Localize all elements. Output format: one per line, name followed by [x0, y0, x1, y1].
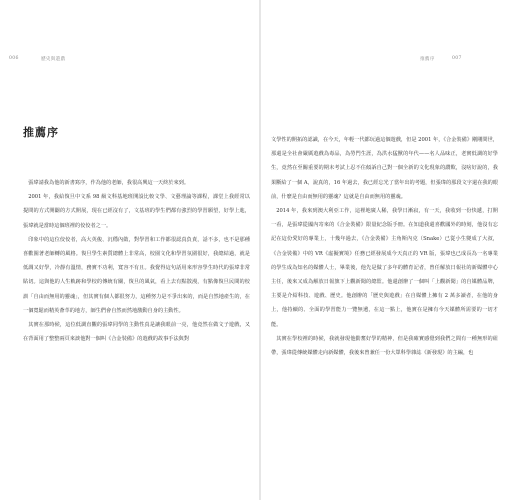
- right-page-number: 007: [452, 56, 462, 61]
- chapter-title: 推薦序: [23, 126, 59, 139]
- right-running-title: 推薦序: [420, 57, 435, 62]
- left-body-text: [23, 176, 250, 346]
- left-page-number: 006: [9, 56, 19, 61]
- paragraph: 張瑋請我為他的新書寫序，作為他的老師，我很高興這一天終於來到。: [28, 180, 190, 186]
- paragraph: 文學性的開拓的認識，在今天，年輕一代都玩過這個遊戲，但是 2001 年，《合金裝備》剛剛問世，那還是全社會嚴厲遊戲為毒品，為勞門生涯，為洪水猛獸的年代——名人品味正，老實低調的好學生，竟然在至關重要的期末考試上忍不住傾訴自己對一個全新的文化現象的讚歎，沒啥好說的，我果斷給了一個 A，說真的，16 年過去，我已經忘光了當年出的考題，但張瑋的那段文字還在我的眼前，什麼是自由而無用的靈魂？這就是自由而無用的靈魂。: [271, 137, 498, 200]
- paragraph: 其實在學校裡的時候，我就發現他勤奮好學的精神，但是我確實感覺到我們之間有一種無形的紐帶，張瑋從傳統媒體走向新媒體，我後來曾兼任一份大眾科學雜誌《新發現》的主編，也: [271, 335, 498, 357]
- paragraph: 2001 年，我給復旦中文系 98 級文科基地班開設比較文學、文藝理論等課程，課堂上我經常以提問的方式開闢的方式開展，現在已經沒有了，文基班的學生們都有強烈的學習願望，好學上進，張瑋就是當時這個班裡的佼佼者之一。: [23, 194, 250, 229]
- right-body-text: [271, 133, 498, 360]
- paragraph: 印象中的這位佼佼者，高大英俊、沉穩內斂，對學習和工作都很認真負責，話不多，也不是那種喜歡圍著老師轉的風格。復旦學生素質總體上非常高，校園文化和學習氛圍很好，我總結過，就是低調又好學，冷靜有溫情，務實不功利，寬容不有且。我覺得這句話用來形容學生時代的張瑋非常貼切。這與他的人生軌跡和學校的傳統有關，復旦的風氣，看上去有點散漫，有點像復旦民間的校訓「自由而無用的靈魂」，但其實有個人都很努力，這種努力是不爭出來的，而是自然地產生的，在一個寬鬆而精英薈萃的地方，師生們會自然而然地激動自身的主動性。: [23, 236, 250, 314]
- paragraph: 其實在那時候，這位低調直觀的張瑋同學的主動性真是讓我眼前一亮，他竟然在做文子遊戲，又在背面用了整整兩頁來談他對一個叫《合金裝備》的遊戲的故事手法與對: [23, 322, 250, 343]
- left-page: [0, 0, 259, 500]
- left-running-title: 歷史與遊戲: [41, 57, 66, 62]
- paragraph: 2014 年，我來到澳大利亞工作，這裡地廣人稀，我學日漸寂，有一天，我收到一份快遞，打開一看，是張瑋從國內寄來的《合金裝備》限量紀念版手冊。在知道我還喜歡國外的時刻，他沒有忘記在這份愛好的專業上，十幾年過去，《合金裝備》主角斯內克（Snake）已從小生變成了大叔，《合金裝備》中的 VR《虛擬實境》任務已經發展成今天真正的 VR 版，張瑋也已成長為一名專業的學生成為知名的媒體人士，畢業後，他先是做了多年的體育記者，曾任解放日報社的新媒體中心主任，後來又成為解放日報旗下上觀新聞的總監。他還創辦了一個叫「上觀新聞」的自媒體品牌，主要是介紹科技、遊戲、歷史。他創辦的「歷史與遊戲」在自媒體上擁有 2 萬多讀者，在他的身上，他持續的、全面的學習能力一覽無遺，在這一點上，他實在是擁有今天媒體所需要的一切才能。: [271, 208, 498, 328]
